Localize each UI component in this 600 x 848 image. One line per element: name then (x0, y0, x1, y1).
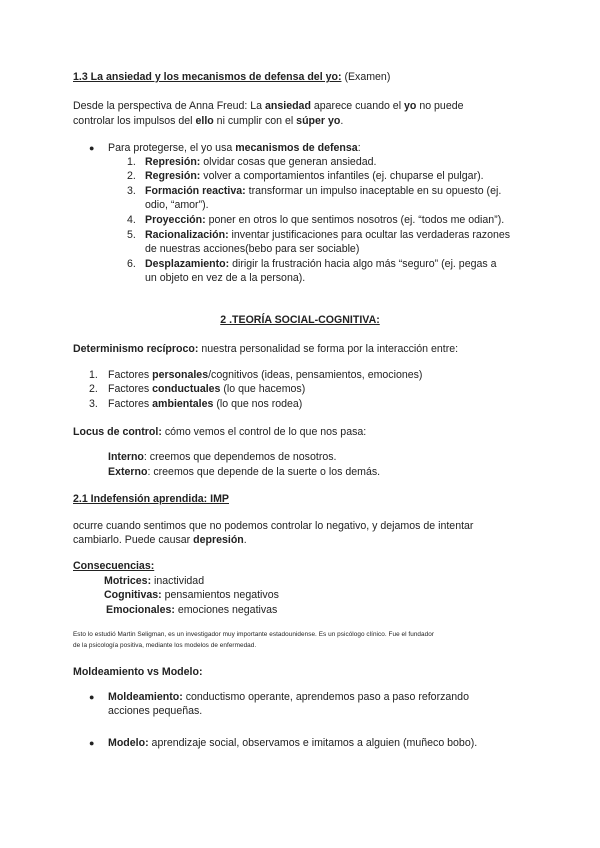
text: ni cumplir con el (213, 115, 297, 127)
section-heading-1-3-suffix: (Examen) (344, 71, 391, 83)
text: conductismo operante, aprendemos paso a paso reforzando (182, 691, 469, 703)
list-term: Formación reactiva: (145, 185, 246, 197)
locus-line (73, 426, 366, 439)
text: aparece cuando el (310, 100, 404, 112)
consecuencia-motrices (104, 575, 204, 588)
list-item-continuation: un objeto en vez de a la persona). (145, 272, 306, 284)
term-depresion: depresión (193, 534, 244, 546)
text: aprendizaje social, observamos e imitamos a alguien (muñeco bobo). (148, 737, 478, 749)
list-term: Desplazamiento: (145, 258, 230, 270)
list-text: transformar un impulso inaceptable en su opuesto (ej. (245, 185, 502, 197)
text: cómo vemos el control de lo que nos pasa: (161, 426, 367, 438)
list-item (108, 383, 305, 396)
list-term: Regresión: (145, 170, 201, 182)
term-externo: Externo (108, 466, 148, 478)
list-item (108, 398, 302, 411)
list-term: Proyección: (145, 214, 206, 226)
text: Factores (108, 383, 153, 395)
interno-line (108, 451, 336, 464)
term-motrices: Motrices: (104, 575, 152, 587)
list-term: ambientales (152, 398, 214, 410)
list-number: 6. (127, 258, 136, 270)
text: Factores (108, 398, 153, 410)
text: : creemos que dependemos de nosotros. (143, 451, 337, 463)
section-heading-2-1-text: 2.1 Indefensión aprendida: IMP (73, 493, 229, 505)
moldeamiento-heading-text: Moldeamiento vs Modelo: (73, 666, 203, 678)
moldeamiento-heading (73, 666, 203, 679)
list-term: conductuales (152, 383, 221, 395)
list-text: inventar justificaciones para ocultar las verdaderas razones (228, 229, 511, 241)
text: Desde la perspectiva de Anna Freud: La (73, 100, 265, 112)
consecuencia-cognitivas (104, 589, 279, 602)
section-title-2-text: 2 .TEORÍA SOCIAL-COGNITIVA: (220, 314, 380, 326)
list-item (145, 229, 510, 242)
protect-line (108, 142, 361, 155)
list-item (108, 369, 422, 382)
list-term: Racionalización: (145, 229, 229, 241)
list-number: 2. (127, 170, 136, 182)
text: cambiarlo. Puede causar (73, 534, 194, 546)
term-locus: Locus de control: (73, 426, 162, 438)
term-ello: ello (195, 115, 214, 127)
list-number: 3. (89, 398, 98, 410)
list-item (145, 185, 501, 198)
bullet-icon: ● (89, 143, 95, 153)
list-item (145, 170, 484, 183)
text: . (243, 534, 247, 546)
list-item-continuation: de nuestras acciones(bebo para ser sociable) (145, 243, 360, 255)
term-moldeamiento: Moldeamiento: (108, 691, 183, 703)
term-emocionales: Emocionales: (106, 604, 175, 616)
list-number: 1. (127, 156, 136, 168)
list-number: 1. (89, 369, 98, 381)
term-determinismo: Determinismo recíproco: (73, 343, 199, 355)
text: . (340, 115, 344, 127)
text: (lo que nos rodea) (213, 398, 303, 410)
text: no puede (416, 100, 464, 112)
list-number: 4. (127, 214, 136, 226)
list-text: poner en otros lo que sentimos nosotros (ej. “todos me odian”). (205, 214, 505, 226)
text: pensamientos negativos (161, 589, 279, 601)
term-yo: yo (404, 100, 417, 112)
text: controlar los impulsos del (73, 115, 196, 127)
term-interno: Interno (108, 451, 144, 463)
note-line-2: de la psicología positiva, mediante los modelos de enfermedad. (73, 642, 257, 649)
consecuencias-heading (73, 560, 154, 573)
indefension-line-1: ocurre cuando sentimos que no podemos controlar lo negativo, y dejamos de intentar (73, 520, 474, 532)
consecuencias-heading-text: Consecuencias: (73, 560, 155, 572)
term-ansiedad: ansiedad (265, 100, 311, 112)
list-number: 3. (127, 185, 136, 197)
bullet-icon: ● (89, 692, 95, 702)
text: : (357, 142, 361, 154)
intro-line-2 (73, 115, 343, 128)
term-super-yo: súper yo (296, 115, 341, 127)
moldeamiento-line-1 (108, 691, 469, 704)
section-heading-1-3 (73, 71, 390, 84)
determinismo-line (73, 343, 458, 356)
externo-line (108, 466, 380, 479)
list-item-continuation: odio, “amor”). (145, 199, 209, 211)
bullet-icon: ● (89, 738, 95, 748)
term-modelo: Modelo: (108, 737, 149, 749)
section-heading-1-3-title: 1.3 La ansiedad y los mecanismos de defensa del yo: (73, 71, 342, 83)
list-text: olvidar cosas que generan ansiedad. (200, 156, 377, 168)
list-number: 5. (127, 229, 136, 241)
indefension-line-2 (73, 534, 247, 547)
list-item (145, 214, 504, 227)
consecuencia-emocionales (106, 604, 277, 617)
term-cognitivas: Cognitivas: (104, 589, 162, 601)
list-term: Represión: (145, 156, 201, 168)
text: Factores (108, 369, 153, 381)
note-line-1: Esto lo estudió Martin Seligman, es un investigador muy importante estadounidense. Es un psicólogo clínico. Fue el fundador (73, 631, 435, 638)
text: /cognitivos (ideas, pensamientos, emociones) (208, 369, 423, 381)
modelo-line (108, 737, 477, 750)
moldeamiento-line-2: acciones pequeñas. (108, 705, 203, 717)
intro-line-1 (73, 100, 464, 113)
list-item (145, 258, 497, 271)
text: nuestra personalidad se forma por la interacción entre: (198, 343, 459, 355)
list-number: 2. (89, 383, 98, 395)
text: inactividad (151, 575, 205, 587)
section-title-2 (0, 314, 600, 327)
section-heading-2-1 (73, 493, 229, 506)
list-text: volver a comportamientos infantiles (ej. chuparse el pulgar). (200, 170, 484, 182)
term-mecanismos: mecanismos de defensa (235, 142, 358, 154)
list-item (145, 156, 376, 169)
list-term: personales (152, 369, 209, 381)
text: : creemos que depende de la suerte o los demás. (147, 466, 381, 478)
list-text: dirigir la frustración hacia algo más “seguro” (ej. pegas a (229, 258, 497, 270)
text: (lo que hacemos) (220, 383, 306, 395)
text: Para protegerse, el yo usa (108, 142, 236, 154)
text: emociones negativas (174, 604, 278, 616)
